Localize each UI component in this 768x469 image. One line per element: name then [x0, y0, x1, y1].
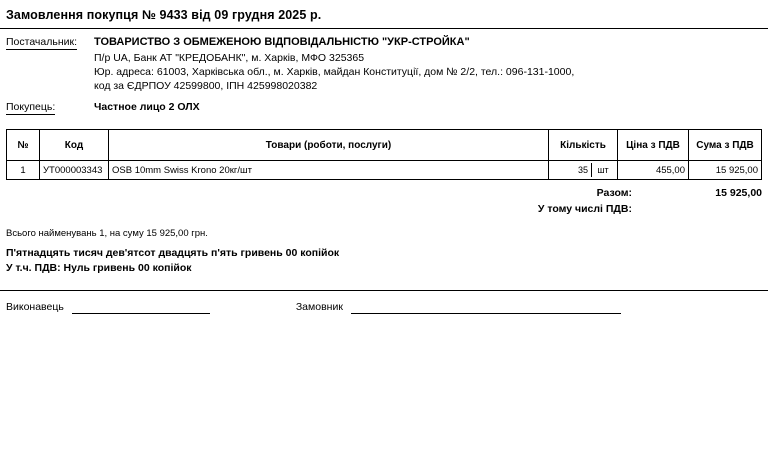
parties-block: [0, 29, 768, 115]
items-table-wrap: [0, 129, 768, 180]
summary-block: [0, 228, 768, 276]
table-header-row: [7, 130, 762, 161]
header-number: №: [7, 130, 40, 161]
header-price: Ціна з ПДВ: [618, 130, 689, 161]
items-table: [6, 129, 762, 180]
total-row: [6, 186, 762, 202]
supplier-row: [6, 35, 762, 93]
supplier-address-line: Юр. адреса: 61003, Харківська обл., м. Харків, майдан Конституції, дом № 2/2, тел.: 096-131-1000,: [94, 66, 575, 79]
cell-price: 455,00: [618, 161, 689, 180]
executor-block: [6, 301, 210, 314]
cell-quantity-value: 35: [552, 163, 592, 177]
total-label: Разом:: [596, 187, 632, 200]
buyer-name: Частное лицо 2 ОЛХ: [94, 101, 200, 114]
total-value: 15 925,00: [715, 187, 762, 200]
supplier-bank-line: П/р UA, Банк АТ "КРЕДОБАНК", м. Харків, МФО 325365: [94, 51, 365, 64]
customer-signature-line: [351, 302, 621, 314]
supplier-label: Постачальник:: [6, 36, 78, 48]
supplier-details: [94, 35, 762, 93]
cell-number: 1: [7, 161, 40, 180]
signatures-block: [0, 291, 768, 314]
supplier-registry-line: код за ЄДРПОУ 42599800, ІПН 425998020382: [94, 80, 318, 93]
cell-code: УТ000003343: [40, 161, 109, 180]
buyer-label-cell: [6, 100, 94, 115]
table-row: [7, 161, 762, 180]
totals-block: [0, 186, 768, 218]
cell-sum: 15 925,00: [689, 161, 762, 180]
summary-vat-words: У т.ч. ПДВ: Нуль гривень 00 копійок: [6, 262, 192, 275]
supplier-name: ТОВАРИСТВО З ОБМЕЖЕНОЮ ВІДПОВІДАЛЬНІСТЮ "УКР-СТРОЙКА": [94, 36, 470, 48]
summary-amount-words: П'ятнадцять тисяч дев'ятсот двадцять п'ять гривень 00 копійок: [6, 246, 340, 259]
cell-quantity: [549, 161, 618, 180]
vat-label: У тому числі ПДВ:: [537, 203, 632, 216]
buyer-label: Покупець:: [6, 101, 56, 114]
customer-label: Замовник: [295, 301, 343, 314]
header-goods: Товари (роботи, послуги): [109, 130, 549, 161]
supplier-label-cell: [6, 35, 94, 50]
buyer-row: [6, 100, 762, 115]
customer-block: [296, 301, 621, 314]
page-title: Замовлення покупця № 9433 від 09 грудня 2025 р.: [6, 8, 322, 22]
quantity-inner: [552, 163, 614, 177]
header-sum: Сума з ПДВ: [689, 130, 762, 161]
vat-row: [6, 202, 762, 218]
summary-count: Всього найменувань 1, на суму 15 925,00 грн.: [6, 227, 208, 239]
executor-signature-line: [72, 302, 210, 314]
executor-label: Виконавець: [6, 301, 64, 314]
header-quantity: Кількість: [549, 130, 618, 161]
cell-goods: OSB 10mm Swiss Krono 20кг/шт: [109, 161, 549, 180]
header-code: Код: [40, 130, 109, 161]
cell-quantity-unit: шт: [597, 165, 609, 176]
